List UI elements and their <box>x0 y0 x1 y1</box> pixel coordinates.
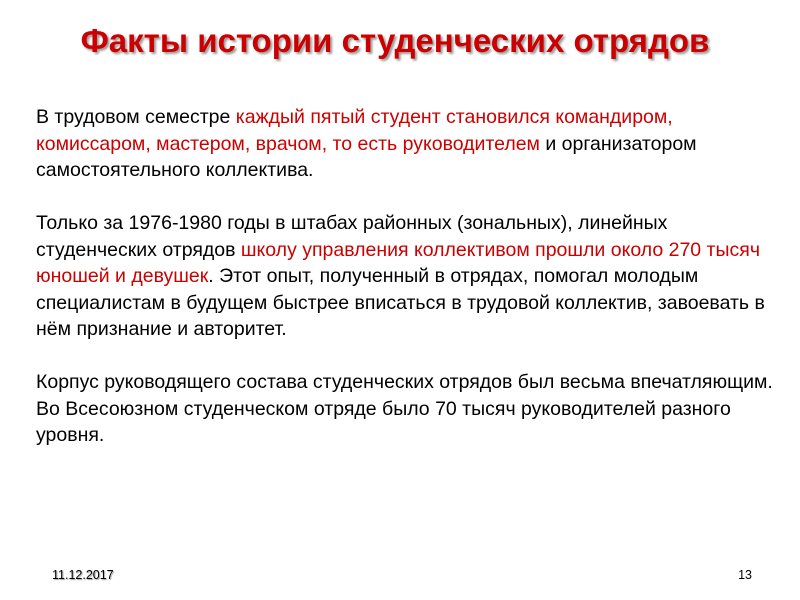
paragraph-leaders <box>36 104 776 184</box>
paragraph-text: и организатором самостоятельного коллектива. <box>36 132 697 181</box>
page-number: 13 <box>738 568 752 582</box>
paragraph-text: . Этот опыт, полученный в отрядах, помогал молодым специалистам в будущем быстрее вписаться в трудовой коллектив, завоевать в нём признание и авторитет. <box>36 265 765 340</box>
footer-date: 11.12.2017 <box>52 568 114 582</box>
paragraph-spacer <box>36 184 776 211</box>
slide-body <box>36 104 776 449</box>
highlighted-text: школу управления коллективом прошли около 270 тысяч юношей и девушек <box>36 238 760 287</box>
paragraph-text: Корпус руководящего состава студенческих отрядов был весьма впечатляющим. Во Всесоюзном студенческом отряде было 70 тысяч руководителей разного уровня. <box>36 371 773 446</box>
paragraph-text: В трудовом семестре <box>36 106 236 128</box>
paragraph-leadership-corps <box>36 369 776 449</box>
paragraph-management-school <box>36 210 776 343</box>
paragraph-spacer <box>36 343 776 370</box>
slide-title: Факты истории студенческих отрядов <box>80 22 710 59</box>
highlighted-text: каждый пятый студент становился командиром, комиссаром, мастером, врачом, то есть руководителем <box>36 106 673 155</box>
paragraph-text: Только за 1976-1980 годы в штабах районных (зональных), линейных студенческих отрядов <box>36 212 668 261</box>
